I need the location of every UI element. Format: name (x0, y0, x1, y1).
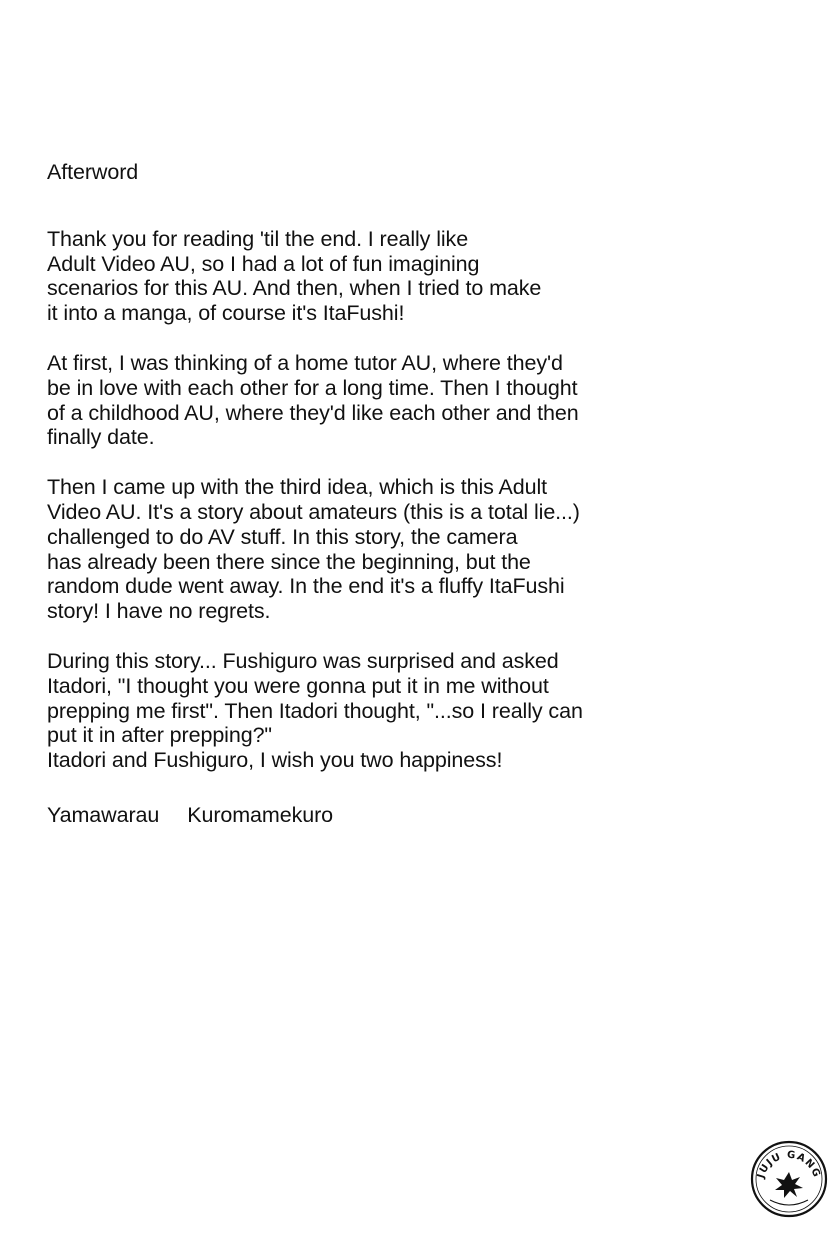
text-line: Itadori, "I thought you were gonna put it in me without (47, 673, 549, 698)
paragraph-2 (47, 351, 707, 450)
text-line: Itadori and Fushiguro, I wish you two happiness! (47, 748, 503, 773)
signature (47, 803, 707, 828)
text-line: random dude went away. In the end it's a fluffy ItaFushi (47, 574, 565, 599)
text-line: finally date. (47, 425, 155, 450)
text-line: prepping me first". Then Itadori thought, "...so I really can (47, 698, 583, 723)
paragraph-1 (47, 227, 707, 326)
text-line: At first, I was thinking of a home tutor AU, where they'd (47, 350, 563, 375)
text-line: scenarios for this AU. And then, when I tried to make (47, 276, 542, 301)
afterword-title: Afterword (47, 160, 139, 184)
text-line: Video AU. It's a story about amateurs (this is a total lie...) (47, 499, 580, 524)
text-line: Then I came up with the third idea, which is this Adult (47, 475, 548, 500)
text-line: of a childhood AU, where they'd like each other and then (47, 400, 579, 425)
paragraph-3 (47, 475, 707, 624)
text-line: Adult Video AU, so I had a lot of fun imagining (47, 251, 480, 276)
text-line: it into a manga, of course it's ItaFushi! (47, 301, 405, 326)
text-line: put it in after prepping?" (47, 723, 272, 748)
author-name: Kuromamekuro (187, 802, 334, 827)
afterword-text (47, 160, 707, 828)
logo-text: JUJU GANG (755, 1149, 823, 1180)
circle-name: Yamawarau (47, 802, 160, 827)
text-line: challenged to do AV stuff. In this story, the camera (47, 524, 518, 549)
text-line: has already been there since the beginning, but the (47, 549, 531, 574)
text-line: During this story... Fushiguro was surprised and asked (47, 648, 559, 673)
text-line: story! I have no regrets. (47, 599, 271, 624)
text-line: Thank you for reading 'til the end. I really like (47, 226, 469, 251)
scanlation-logo-icon (750, 1140, 828, 1218)
text-line: be in love with each other for a long time. Then I thought (47, 375, 578, 400)
paragraph-4 (47, 649, 707, 773)
